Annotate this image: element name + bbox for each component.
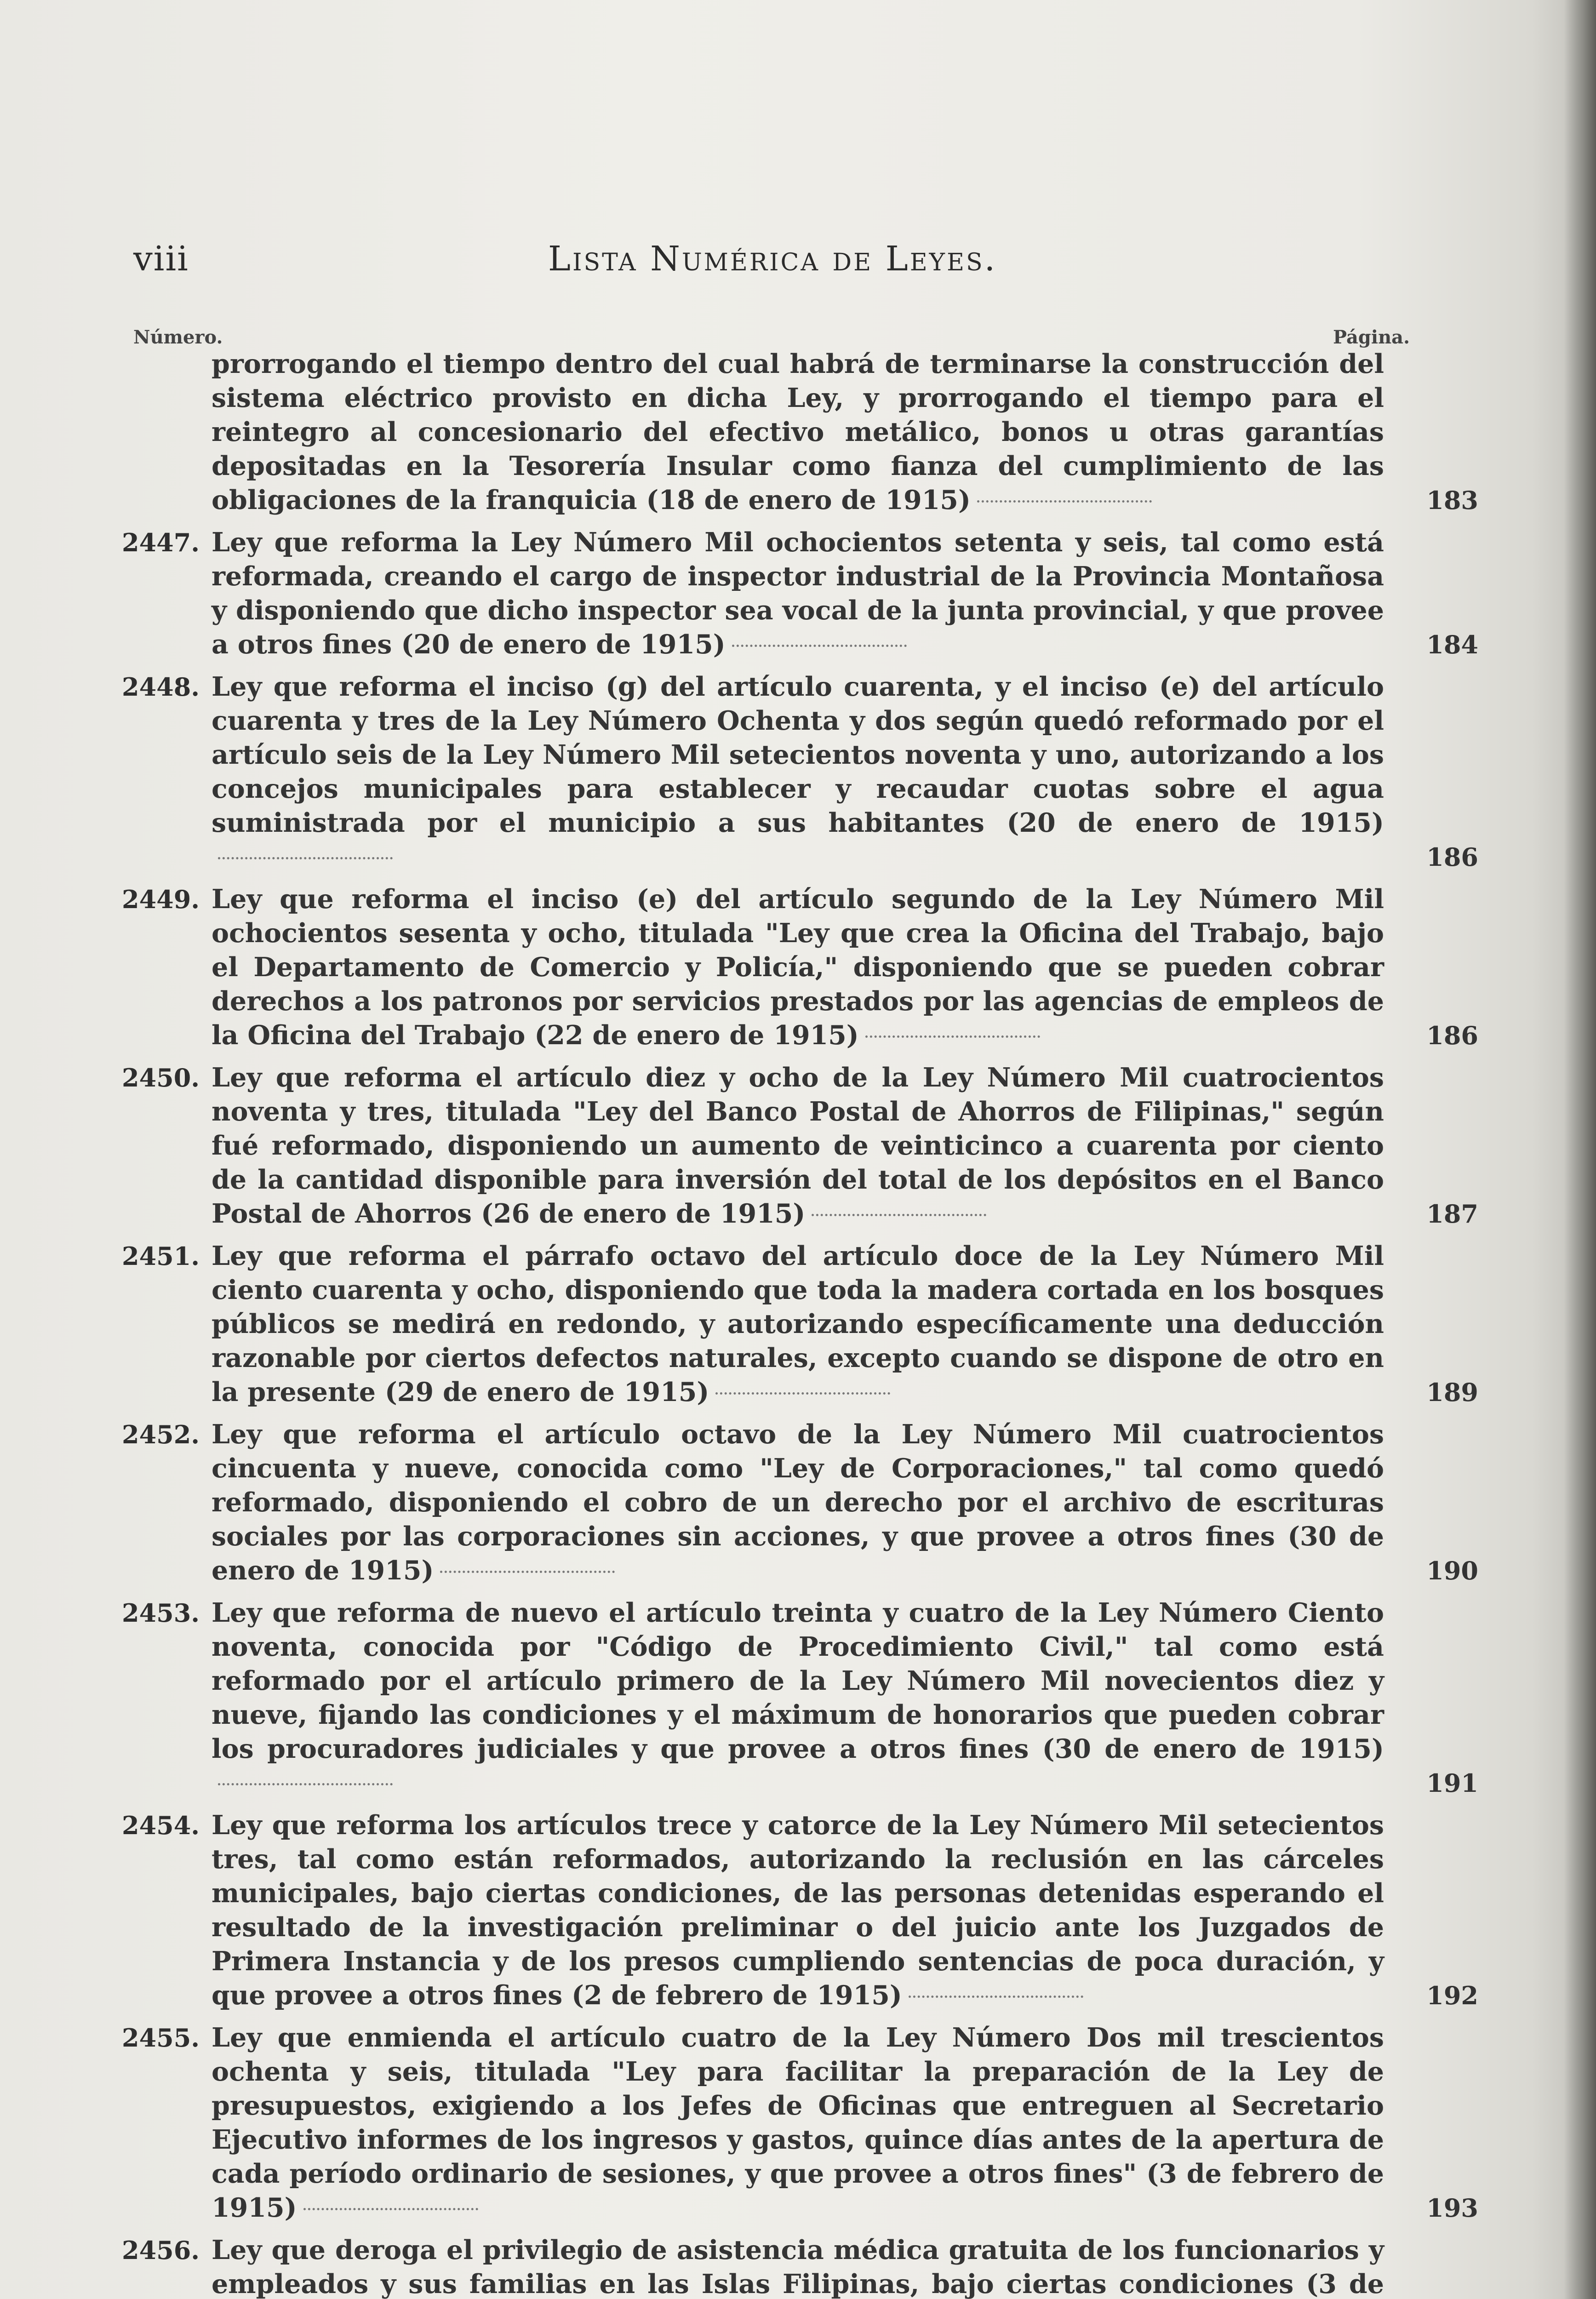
law-number: 2447. bbox=[122, 528, 200, 557]
law-entry bbox=[122, 670, 1478, 874]
law-description bbox=[212, 347, 1384, 517]
law-number: 2449. bbox=[122, 885, 200, 914]
law-entry bbox=[122, 1061, 1478, 1231]
law-description bbox=[212, 526, 1384, 662]
page-reference: 184 bbox=[1426, 630, 1478, 659]
law-number: 2453. bbox=[122, 1598, 200, 1628]
dot-leader bbox=[218, 1783, 393, 1785]
page-reference: 186 bbox=[1426, 1021, 1478, 1050]
page-reference: 183 bbox=[1426, 486, 1478, 515]
law-entry bbox=[122, 2233, 1478, 2299]
law-entry bbox=[122, 1596, 1478, 1800]
page-reference: 190 bbox=[1426, 1556, 1478, 1585]
law-entry bbox=[122, 1808, 1478, 2013]
law-description bbox=[212, 1418, 1384, 1588]
law-text: Ley que reforma el artículo diez y ocho de la Ley Número Mil cuatrocientos noventa y tres, titulada "Ley del Banco Postal de Ahorros de Filipinas," según fué reformado, disponiendo un aumento de veinticinco a cuarenta por ciento de la cantidad disponible para inversión del total de los depósitos en el Banco Postal de Ahorros (26 de enero de 1915) bbox=[212, 1062, 1384, 1229]
law-text: Ley que deroga el privilegio de asistencia médica gratuita de los funcionarios y empleados y sus familias en las Islas Filipinas, bajo ciertas condiciones (3 de bbox=[212, 2235, 1384, 2299]
law-text: Ley que reforma de nuevo el artículo treinta y cuatro de la Ley Número Ciento noventa, conocida por "Código de Procedimiento Civil," tal como está reformado por el artículo primero de la Ley Número Mil novecientos diez y nueve, fijando las condiciones y el máximum de honorarios que pueden cobrar los procuradores judiciales y que provee a otros fines (30 de enero de 1915) bbox=[212, 1597, 1384, 1764]
law-text: Ley que reforma la Ley Número Mil ochocientos setenta y seis, tal como está reformada, creando el cargo de inspector industrial de la Provincia Montañosa y disponiendo que dicho inspector sea vocal de la junta provincial, y que provee a otros fines (20 de enero de 1915) bbox=[212, 527, 1384, 660]
page-reference: 187 bbox=[1426, 1199, 1478, 1229]
law-text: Ley que reforma el inciso (g) del artículo cuarenta, y el inciso (e) del artículo cuarenta y tres de la Ley Número Ochenta y dos según quedó reformado por el artículo seis de la Ley Número Mil setecientos noventa y uno, autorizando a los concejos municipales para establecer y recaudar cuotas sobre el agua suministrada por el municipio a sus habitantes (20 de enero de 1915) bbox=[212, 671, 1384, 838]
page-reference: 193 bbox=[1426, 2193, 1478, 2223]
page-reference: 192 bbox=[1426, 1981, 1478, 2010]
law-description bbox=[212, 882, 1384, 1052]
dot-leader bbox=[977, 500, 1152, 503]
law-text: Ley que reforma el inciso (e) del artículo segundo de la Ley Número Mil ochocientos sesenta y ocho, titulada "Ley que crea la Oficina del Trabajo, bajo el Departamento de Comercio y Policía," disponiendo que se pueden cobrar derechos a los patronos por servicios prestados por las agencias de empleos de la Oficina del Trabajo (22 de enero de 1915) bbox=[212, 884, 1384, 1051]
law-description bbox=[212, 1596, 1384, 1800]
law-text: Ley que reforma el artículo octavo de la Ley Número Mil cuatrocientos cincuenta y nueve, conocida como "Ley de Corporaciones," tal como quedó reformado, disponiendo el cobro de un derecho por el archivo de escrituras sociales por las corporaciones sin acciones, y que provee a otros fines (30 de enero de 1915) bbox=[212, 1419, 1384, 1586]
page-title: Lista Numérica de Leyes. bbox=[548, 239, 997, 279]
dot-leader bbox=[732, 645, 907, 647]
dot-leader bbox=[909, 1996, 1083, 1998]
law-number: 2454. bbox=[122, 1811, 200, 1840]
law-description bbox=[212, 2021, 1384, 2225]
dot-leader bbox=[303, 2208, 478, 2210]
dot-leader bbox=[812, 1214, 986, 1216]
law-number: 2452. bbox=[122, 1420, 200, 1449]
law-entry bbox=[122, 347, 1478, 517]
dot-leader bbox=[218, 857, 393, 859]
page-reference: 191 bbox=[1426, 1768, 1478, 1798]
law-entry bbox=[122, 1239, 1478, 1409]
law-entry bbox=[122, 2021, 1478, 2225]
number-column-label: Número. bbox=[133, 326, 223, 348]
page-header bbox=[133, 239, 1412, 294]
law-text: prorrogando el tiempo dentro del cual habrá de terminarse la construcción del sistema eléctrico provisto en dicha Ley, y prorrogando el tiempo para el reintegro al concesionario del efectivo metálico, bonos u otras garantías depositadas en la Tesorería Insular como fianza del cumplimiento de las obligaciones de la franquicia (18 de enero de 1915) bbox=[212, 349, 1384, 515]
law-number: 2456. bbox=[122, 2236, 200, 2265]
law-list bbox=[122, 347, 1478, 2299]
page-column-label: Página. bbox=[1333, 326, 1410, 348]
law-number: 2450. bbox=[122, 1063, 200, 1092]
law-description bbox=[212, 1808, 1384, 2013]
law-description bbox=[212, 1061, 1384, 1231]
dot-leader bbox=[865, 1035, 1040, 1038]
law-number: 2455. bbox=[122, 2023, 200, 2053]
law-entry bbox=[122, 1418, 1478, 1588]
page-edge-shadow bbox=[1564, 0, 1596, 2299]
law-entry bbox=[122, 882, 1478, 1052]
page-reference: 186 bbox=[1426, 842, 1478, 872]
page-reference: 189 bbox=[1426, 1378, 1478, 1407]
law-number: 2448. bbox=[122, 672, 200, 702]
law-description bbox=[212, 2233, 1384, 2299]
law-entry bbox=[122, 526, 1478, 662]
law-text: Ley que enmienda el artículo cuatro de la Ley Número Dos mil trescientos ochenta y seis, titulada "Ley para facilitar la preparación de la Ley de presupuestos, exigiendo a los Jefes de Oficinas que entreguen al Secretario Ejecutivo informes de los ingresos y gastos, quince días antes de la apertura de cada período ordinario de sesiones, y que provee a otros fines" (3 de febrero de 1915) bbox=[212, 2022, 1384, 2223]
page-number: viii bbox=[133, 239, 189, 279]
law-text: Ley que reforma el párrafo octavo del artículo doce de la Ley Número Mil ciento cuarenta y ocho, disponiendo que toda la madera cortada en los bosques públicos se medirá en redondo, y autorizando específicamente una deducción razonable por ciertos defectos naturales, excepto cuando se dispone de otro en la presente (29 de enero de 1915) bbox=[212, 1241, 1384, 1407]
law-description bbox=[212, 1239, 1384, 1409]
law-text: Ley que reforma los artículos trece y catorce de la Ley Número Mil setecientos tres, tal como están reformados, autorizando la reclusión en las cárceles municipales, bajo ciertas condiciones, de las personas detenidas esperando el resultado de la investigación preliminar o del juicio ante los Juzgados de Primera Instancia y de los presos cumpliendo sentencias de poca duración, y que provee a otros fines (2 de febrero de 1915) bbox=[212, 1810, 1384, 2011]
dot-leader bbox=[715, 1392, 890, 1395]
law-number: 2451. bbox=[122, 1241, 200, 1271]
law-description bbox=[212, 670, 1384, 874]
dot-leader bbox=[440, 1571, 615, 1573]
